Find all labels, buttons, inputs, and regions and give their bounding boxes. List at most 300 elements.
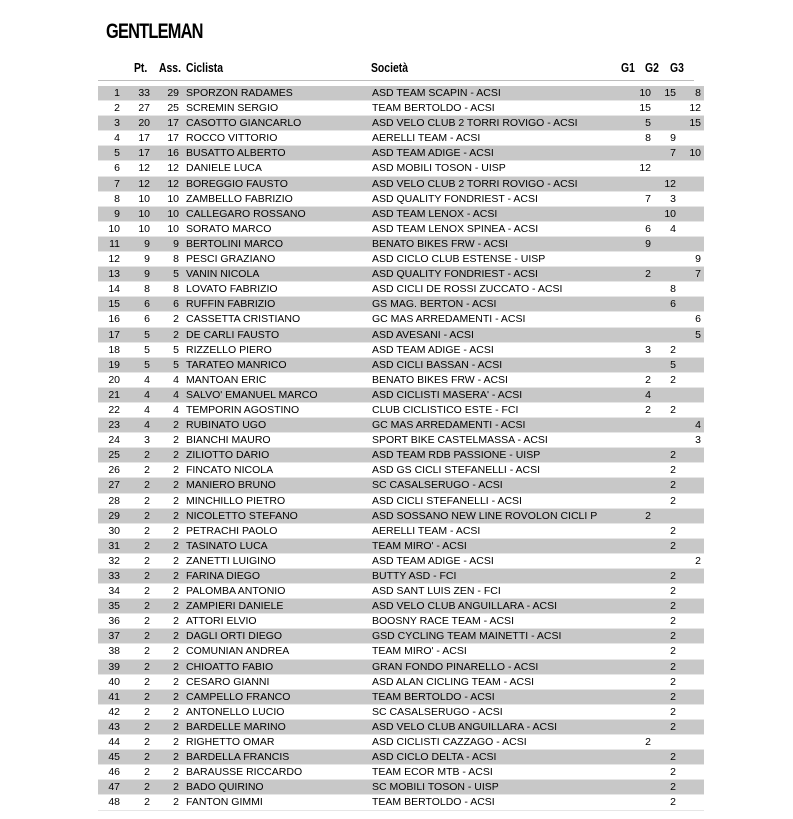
assists-cell: 17 bbox=[150, 131, 179, 146]
points-cell: 5 bbox=[120, 327, 150, 342]
g2-cell: 5 bbox=[651, 357, 676, 372]
g3-cell bbox=[676, 523, 704, 538]
assists-cell: 2 bbox=[150, 719, 179, 734]
points-cell: 2 bbox=[120, 735, 150, 750]
position-cell: 15 bbox=[98, 297, 120, 312]
assists-cell: 10 bbox=[150, 191, 179, 206]
assists-cell: 29 bbox=[150, 86, 179, 101]
g3-cell: 3 bbox=[676, 433, 704, 448]
table-row bbox=[98, 282, 704, 297]
points-cell: 2 bbox=[120, 689, 150, 704]
rider-name-cell: RUBINATO UGO bbox=[179, 418, 372, 433]
g1-cell bbox=[617, 206, 651, 221]
team-cell: ASD QUALITY FONDRIEST - ACSI bbox=[372, 267, 617, 282]
g1-cell bbox=[617, 599, 651, 614]
g3-cell: 4 bbox=[676, 418, 704, 433]
rider-name-cell: CESARO GIANNI bbox=[179, 674, 372, 689]
g1-cell bbox=[617, 433, 651, 448]
assists-cell: 5 bbox=[150, 342, 179, 357]
rider-name-cell: SORATO MARCO bbox=[179, 221, 372, 236]
g2-cell bbox=[651, 433, 676, 448]
g3-cell: 6 bbox=[676, 312, 704, 327]
table-row bbox=[98, 402, 704, 417]
assists-cell: 2 bbox=[150, 584, 179, 599]
rider-name-cell: CAMPELLO FRANCO bbox=[179, 689, 372, 704]
table-row bbox=[98, 267, 704, 282]
g2-cell bbox=[651, 418, 676, 433]
g3-cell bbox=[676, 176, 704, 191]
table-row bbox=[98, 523, 704, 538]
assists-cell: 2 bbox=[150, 735, 179, 750]
rider-name-cell: SALVO' EMANUEL MARCO bbox=[179, 387, 372, 402]
position-cell: 25 bbox=[98, 448, 120, 463]
ranking-table-body bbox=[98, 86, 704, 810]
table-row bbox=[98, 689, 704, 704]
rider-name-cell: VANIN NICOLA bbox=[179, 267, 372, 282]
assists-cell: 4 bbox=[150, 402, 179, 417]
g3-cell bbox=[676, 599, 704, 614]
g1-cell bbox=[617, 689, 651, 704]
position-cell: 8 bbox=[98, 191, 120, 206]
g3-cell bbox=[676, 629, 704, 644]
g3-cell bbox=[676, 795, 704, 810]
g3-cell bbox=[676, 342, 704, 357]
position-cell: 5 bbox=[98, 146, 120, 161]
assists-cell: 16 bbox=[150, 146, 179, 161]
g1-cell bbox=[617, 297, 651, 312]
team-cell: ASD GS CICLI STEFANELLI - ACSI bbox=[372, 463, 617, 478]
g2-cell: 2 bbox=[651, 448, 676, 463]
team-cell: BUTTY ASD - FCI bbox=[372, 569, 617, 584]
team-cell: BENATO BIKES FRW - ACSI bbox=[372, 372, 617, 387]
g3-cell bbox=[676, 704, 704, 719]
position-cell: 3 bbox=[98, 116, 120, 131]
position-cell: 28 bbox=[98, 493, 120, 508]
table-row bbox=[98, 584, 704, 599]
table-row bbox=[98, 372, 704, 387]
position-cell: 33 bbox=[98, 569, 120, 584]
team-cell: GSD CYCLING TEAM MAINETTI - ACSI bbox=[372, 629, 617, 644]
assists-cell: 5 bbox=[150, 267, 179, 282]
position-cell: 45 bbox=[98, 750, 120, 765]
team-cell: TEAM BERTOLDO - ACSI bbox=[372, 689, 617, 704]
team-cell: ASD CICLI BASSAN - ACSI bbox=[372, 357, 617, 372]
table-row bbox=[98, 750, 704, 765]
g2-cell: 2 bbox=[651, 750, 676, 765]
table-row bbox=[98, 131, 704, 146]
assists-cell: 4 bbox=[150, 387, 179, 402]
points-cell: 6 bbox=[120, 312, 150, 327]
team-cell: ASD AVESANI - ACSI bbox=[372, 327, 617, 342]
g3-cell bbox=[676, 674, 704, 689]
g3-cell bbox=[676, 221, 704, 236]
g1-cell bbox=[617, 750, 651, 765]
table-row bbox=[98, 614, 704, 629]
rider-name-cell: CASOTTO GIANCARLO bbox=[179, 116, 372, 131]
team-cell: ASD MOBILI TOSON - UISP bbox=[372, 161, 617, 176]
table-row bbox=[98, 704, 704, 719]
rider-name-cell: FINCATO NICOLA bbox=[179, 463, 372, 478]
position-cell: 22 bbox=[98, 402, 120, 417]
team-cell: GRAN FONDO PINARELLO - ACSI bbox=[372, 659, 617, 674]
g2-cell: 12 bbox=[651, 176, 676, 191]
team-cell: ASD CICLISTI MASERA' - ACSI bbox=[372, 387, 617, 402]
points-cell: 10 bbox=[120, 206, 150, 221]
points-cell: 2 bbox=[120, 765, 150, 780]
assists-cell: 2 bbox=[150, 674, 179, 689]
table-row bbox=[98, 553, 704, 568]
team-cell: TEAM MIRO' - ACSI bbox=[372, 644, 617, 659]
g1-cell: 7 bbox=[617, 191, 651, 206]
g2-cell: 2 bbox=[651, 765, 676, 780]
rider-name-cell: BARDELLE MARINO bbox=[179, 719, 372, 734]
rider-name-cell: FARINA DIEGO bbox=[179, 569, 372, 584]
header-ass: Ass. bbox=[159, 60, 181, 75]
g1-cell: 2 bbox=[617, 735, 651, 750]
team-cell: GC MAS ARREDAMENTI - ACSI bbox=[372, 418, 617, 433]
g3-cell: 9 bbox=[676, 252, 704, 267]
position-cell: 6 bbox=[98, 161, 120, 176]
team-cell: ASD TEAM ADIGE - ACSI bbox=[372, 342, 617, 357]
g2-cell: 2 bbox=[651, 402, 676, 417]
points-cell: 2 bbox=[120, 629, 150, 644]
g3-cell bbox=[676, 719, 704, 734]
points-cell: 8 bbox=[120, 282, 150, 297]
g3-cell bbox=[676, 236, 704, 251]
table-row bbox=[98, 236, 704, 251]
rider-name-cell: DE CARLI FAUSTO bbox=[179, 327, 372, 342]
g2-cell bbox=[651, 327, 676, 342]
rider-name-cell: CALLEGARO ROSSANO bbox=[179, 206, 372, 221]
points-cell: 5 bbox=[120, 357, 150, 372]
points-cell: 2 bbox=[120, 795, 150, 810]
rider-name-cell: CASSETTA CRISTIANO bbox=[179, 312, 372, 327]
g3-cell bbox=[676, 402, 704, 417]
header-g3: G3 bbox=[670, 60, 684, 75]
position-cell: 43 bbox=[98, 719, 120, 734]
g2-cell: 2 bbox=[651, 629, 676, 644]
position-cell: 44 bbox=[98, 735, 120, 750]
rider-name-cell: TASINATO LUCA bbox=[179, 538, 372, 553]
g1-cell: 8 bbox=[617, 131, 651, 146]
g3-cell: 15 bbox=[676, 116, 704, 131]
table-row bbox=[98, 176, 704, 191]
g1-cell bbox=[617, 327, 651, 342]
table-row bbox=[98, 433, 704, 448]
points-cell: 5 bbox=[120, 342, 150, 357]
g3-cell bbox=[676, 387, 704, 402]
g2-cell bbox=[651, 252, 676, 267]
table-row bbox=[98, 161, 704, 176]
g1-cell bbox=[617, 463, 651, 478]
g3-cell bbox=[676, 161, 704, 176]
g1-cell bbox=[617, 569, 651, 584]
team-cell: ASD CICLI STEFANELLI - ACSI bbox=[372, 493, 617, 508]
assists-cell: 2 bbox=[150, 629, 179, 644]
rider-name-cell: MINCHILLO PIETRO bbox=[179, 493, 372, 508]
table-row bbox=[98, 312, 704, 327]
rider-name-cell: FANTON GIMMI bbox=[179, 795, 372, 810]
team-cell: ASD SOSSANO NEW LINE ROVOLON CICLI P bbox=[372, 508, 617, 523]
g2-cell: 2 bbox=[651, 704, 676, 719]
g3-cell bbox=[676, 297, 704, 312]
points-cell: 4 bbox=[120, 387, 150, 402]
team-cell: BOOSNY RACE TEAM - ACSI bbox=[372, 614, 617, 629]
g3-cell bbox=[676, 765, 704, 780]
g1-cell bbox=[617, 674, 651, 689]
g1-cell: 15 bbox=[617, 101, 651, 116]
g1-cell bbox=[617, 252, 651, 267]
g3-cell bbox=[676, 689, 704, 704]
points-cell: 12 bbox=[120, 161, 150, 176]
assists-cell: 25 bbox=[150, 101, 179, 116]
header-societa: Società bbox=[371, 60, 408, 75]
g2-cell: 2 bbox=[651, 569, 676, 584]
position-cell: 47 bbox=[98, 780, 120, 795]
table-row bbox=[98, 478, 704, 493]
table-row bbox=[98, 206, 704, 221]
position-cell: 39 bbox=[98, 659, 120, 674]
table-row bbox=[98, 780, 704, 795]
g1-cell: 2 bbox=[617, 508, 651, 523]
table-row bbox=[98, 448, 704, 463]
g2-cell bbox=[651, 236, 676, 251]
table-row bbox=[98, 765, 704, 780]
table-row bbox=[98, 418, 704, 433]
rider-name-cell: BARDELLA FRANCIS bbox=[179, 750, 372, 765]
points-cell: 2 bbox=[120, 644, 150, 659]
g1-cell bbox=[617, 659, 651, 674]
points-cell: 2 bbox=[120, 538, 150, 553]
table-row bbox=[98, 327, 704, 342]
assists-cell: 2 bbox=[150, 523, 179, 538]
header-divider bbox=[98, 80, 694, 81]
table-row bbox=[98, 116, 704, 131]
table-row bbox=[98, 146, 704, 161]
header-g2: G2 bbox=[645, 60, 659, 75]
position-cell: 48 bbox=[98, 795, 120, 810]
rider-name-cell: BERTOLINI MARCO bbox=[179, 236, 372, 251]
points-cell: 2 bbox=[120, 584, 150, 599]
rider-name-cell: BOREGGIO FAUSTO bbox=[179, 176, 372, 191]
assists-cell: 6 bbox=[150, 297, 179, 312]
position-cell: 21 bbox=[98, 387, 120, 402]
g3-cell bbox=[676, 735, 704, 750]
g3-cell: 7 bbox=[676, 267, 704, 282]
g2-cell: 2 bbox=[651, 342, 676, 357]
g2-cell: 4 bbox=[651, 221, 676, 236]
ranking-table bbox=[98, 86, 704, 811]
position-cell: 34 bbox=[98, 584, 120, 599]
g1-cell bbox=[617, 538, 651, 553]
team-cell: ASD TEAM RDB PASSIONE - UISP bbox=[372, 448, 617, 463]
points-cell: 2 bbox=[120, 659, 150, 674]
g2-cell: 2 bbox=[651, 780, 676, 795]
g3-cell bbox=[676, 372, 704, 387]
points-cell: 27 bbox=[120, 101, 150, 116]
points-cell: 10 bbox=[120, 221, 150, 236]
g2-cell bbox=[651, 508, 676, 523]
rider-name-cell: PETRACHI PAOLO bbox=[179, 523, 372, 538]
assists-cell: 2 bbox=[150, 493, 179, 508]
g1-cell bbox=[617, 478, 651, 493]
rider-name-cell: CHIOATTO FABIO bbox=[179, 659, 372, 674]
g1-cell bbox=[617, 176, 651, 191]
table-row bbox=[98, 659, 704, 674]
position-cell: 42 bbox=[98, 704, 120, 719]
assists-cell: 2 bbox=[150, 553, 179, 568]
g2-cell: 3 bbox=[651, 191, 676, 206]
team-cell: BENATO BIKES FRW - ACSI bbox=[372, 236, 617, 251]
assists-cell: 2 bbox=[150, 569, 179, 584]
g2-cell: 2 bbox=[651, 659, 676, 674]
g3-cell: 5 bbox=[676, 327, 704, 342]
position-cell: 11 bbox=[98, 236, 120, 251]
assists-cell: 9 bbox=[150, 236, 179, 251]
points-cell: 20 bbox=[120, 116, 150, 131]
team-cell: CLUB CICLISTICO ESTE - FCI bbox=[372, 402, 617, 417]
table-row bbox=[98, 297, 704, 312]
assists-cell: 2 bbox=[150, 795, 179, 810]
team-cell: AERELLI TEAM - ACSI bbox=[372, 523, 617, 538]
g3-cell bbox=[676, 282, 704, 297]
rider-name-cell: BARAUSSE RICCARDO bbox=[179, 765, 372, 780]
g3-cell bbox=[676, 206, 704, 221]
points-cell: 33 bbox=[120, 86, 150, 101]
g2-cell: 2 bbox=[651, 538, 676, 553]
g1-cell: 2 bbox=[617, 372, 651, 387]
team-cell: AERELLI TEAM - ACSI bbox=[372, 131, 617, 146]
points-cell: 2 bbox=[120, 614, 150, 629]
g2-cell bbox=[651, 267, 676, 282]
points-cell: 9 bbox=[120, 252, 150, 267]
team-cell: TEAM BERTOLDO - ACSI bbox=[372, 101, 617, 116]
g3-cell bbox=[676, 614, 704, 629]
assists-cell: 10 bbox=[150, 206, 179, 221]
assists-cell: 2 bbox=[150, 644, 179, 659]
position-cell: 41 bbox=[98, 689, 120, 704]
g2-cell: 2 bbox=[651, 599, 676, 614]
g3-cell: 2 bbox=[676, 553, 704, 568]
g2-cell: 2 bbox=[651, 689, 676, 704]
header-g1: G1 bbox=[621, 60, 635, 75]
position-cell: 9 bbox=[98, 206, 120, 221]
g1-cell: 10 bbox=[617, 86, 651, 101]
assists-cell: 2 bbox=[150, 659, 179, 674]
g3-cell bbox=[676, 644, 704, 659]
g2-cell bbox=[651, 101, 676, 116]
team-cell: ASD TEAM ADIGE - ACSI bbox=[372, 553, 617, 568]
team-cell: ASD TEAM SCAPIN - ACSI bbox=[372, 86, 617, 101]
assists-cell: 2 bbox=[150, 538, 179, 553]
g2-cell: 2 bbox=[651, 523, 676, 538]
g2-cell bbox=[651, 735, 676, 750]
position-cell: 32 bbox=[98, 553, 120, 568]
team-cell: ASD CICLI DE ROSSI ZUCCATO - ACSI bbox=[372, 282, 617, 297]
g2-cell: 2 bbox=[651, 372, 676, 387]
g2-cell bbox=[651, 553, 676, 568]
assists-cell: 12 bbox=[150, 176, 179, 191]
rider-name-cell: SCREMIN SERGIO bbox=[179, 101, 372, 116]
g2-cell: 10 bbox=[651, 206, 676, 221]
assists-cell: 2 bbox=[150, 312, 179, 327]
points-cell: 9 bbox=[120, 267, 150, 282]
g3-cell bbox=[676, 493, 704, 508]
rider-name-cell: SPORZON RADAMES bbox=[179, 86, 372, 101]
g1-cell bbox=[617, 448, 651, 463]
team-cell: SPORT BIKE CASTELMASSA - ACSI bbox=[372, 433, 617, 448]
g1-cell bbox=[617, 584, 651, 599]
assists-cell: 12 bbox=[150, 161, 179, 176]
team-cell: ASD CICLO DELTA - ACSI bbox=[372, 750, 617, 765]
g1-cell bbox=[617, 795, 651, 810]
g3-cell bbox=[676, 448, 704, 463]
team-cell: ASD TEAM LENOX SPINEA - ACSI bbox=[372, 221, 617, 236]
rider-name-cell: PESCI GRAZIANO bbox=[179, 252, 372, 267]
points-cell: 17 bbox=[120, 131, 150, 146]
points-cell: 9 bbox=[120, 236, 150, 251]
points-cell: 4 bbox=[120, 372, 150, 387]
g3-cell bbox=[676, 780, 704, 795]
g3-cell bbox=[676, 463, 704, 478]
assists-cell: 2 bbox=[150, 599, 179, 614]
table-row bbox=[98, 493, 704, 508]
points-cell: 2 bbox=[120, 569, 150, 584]
g2-cell: 2 bbox=[651, 493, 676, 508]
points-cell: 2 bbox=[120, 553, 150, 568]
position-cell: 16 bbox=[98, 312, 120, 327]
position-cell: 23 bbox=[98, 418, 120, 433]
rider-name-cell: NICOLETTO STEFANO bbox=[179, 508, 372, 523]
points-cell: 6 bbox=[120, 297, 150, 312]
table-row bbox=[98, 252, 704, 267]
rider-name-cell: BUSATTO ALBERTO bbox=[179, 146, 372, 161]
team-cell: ASD VELO CLUB ANGUILLARA - ACSI bbox=[372, 599, 617, 614]
position-cell: 19 bbox=[98, 357, 120, 372]
position-cell: 4 bbox=[98, 131, 120, 146]
g3-cell bbox=[676, 131, 704, 146]
g1-cell: 6 bbox=[617, 221, 651, 236]
g1-cell: 12 bbox=[617, 161, 651, 176]
team-cell: ASD CICLO CLUB ESTENSE - UISP bbox=[372, 252, 617, 267]
points-cell: 2 bbox=[120, 750, 150, 765]
points-cell: 4 bbox=[120, 402, 150, 417]
g3-cell bbox=[676, 584, 704, 599]
points-cell: 2 bbox=[120, 674, 150, 689]
g1-cell bbox=[617, 146, 651, 161]
rider-name-cell: TARATEO MANRICO bbox=[179, 357, 372, 372]
rider-name-cell: ZANETTI LUIGINO bbox=[179, 553, 372, 568]
g3-cell: 10 bbox=[676, 146, 704, 161]
g2-cell: 2 bbox=[651, 463, 676, 478]
assists-cell: 10 bbox=[150, 221, 179, 236]
g2-cell bbox=[651, 116, 676, 131]
assists-cell: 2 bbox=[150, 704, 179, 719]
assists-cell: 2 bbox=[150, 765, 179, 780]
rider-name-cell: MANTOAN ERIC bbox=[179, 372, 372, 387]
g1-cell bbox=[617, 493, 651, 508]
g3-cell: 12 bbox=[676, 101, 704, 116]
table-row bbox=[98, 508, 704, 523]
g1-cell: 5 bbox=[617, 116, 651, 131]
table-row bbox=[98, 795, 704, 810]
position-cell: 26 bbox=[98, 463, 120, 478]
position-cell: 38 bbox=[98, 644, 120, 659]
g2-cell: 6 bbox=[651, 297, 676, 312]
position-cell: 12 bbox=[98, 252, 120, 267]
team-cell: SC CASALSERUGO - ACSI bbox=[372, 704, 617, 719]
assists-cell: 4 bbox=[150, 372, 179, 387]
